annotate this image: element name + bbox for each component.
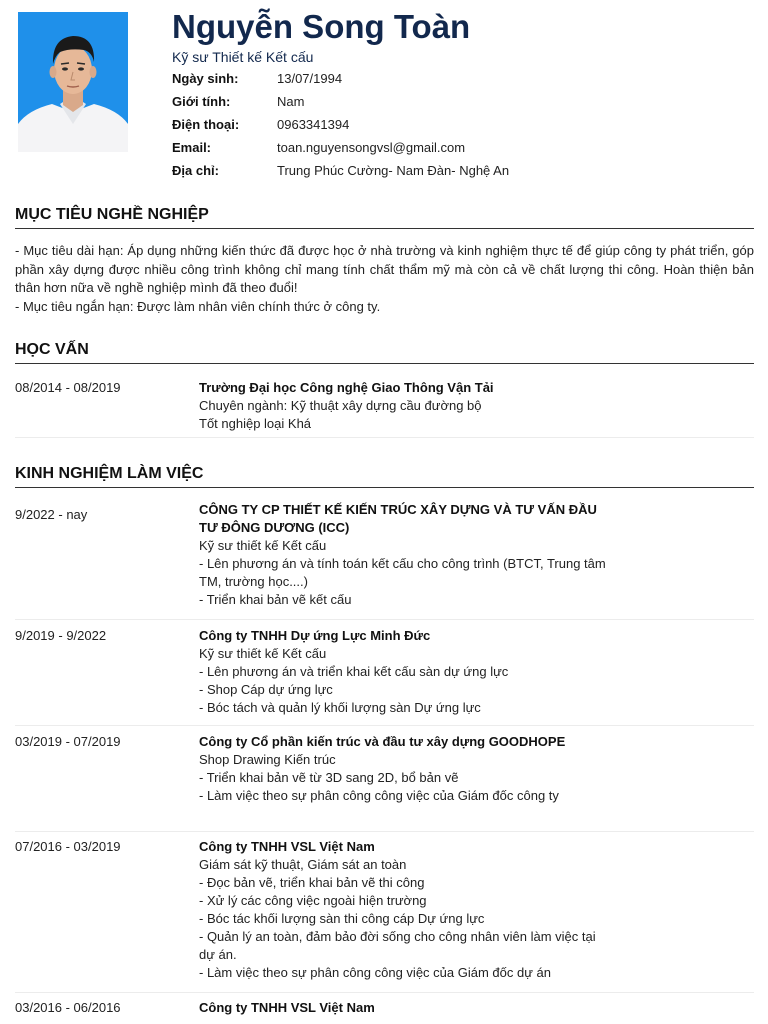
experience-line: - Bóc tác khối lượng sàn thi công cáp Dự ứng lực [199,911,485,926]
company-name: CÔNG TY CP THIẾT KẾ KIẾN TRÚC XÂY DỰNG VÀ TƯ VẤN ĐẦU TƯ ĐÔNG DƯƠNG (ICC) [199,502,597,535]
objective-heading: MỤC TIÊU NGHỀ NGHIỆP [15,206,754,229]
detail-label: Địa chỉ: [172,163,219,178]
detail-label: Ngày sinh: [172,71,239,86]
experience-line: - Lên phương án và tính toán kết cấu cho công trình (BTCT, Trung tâm TM, trường học....) [199,556,606,589]
detail-row-birthdate [172,67,752,90]
experience-date: 9/2022 - nay [15,507,88,522]
company-name: Công ty Cổ phần kiến trúc và đầu tư xây dựng GOODHOPE [199,734,566,749]
experience-date: 03/2019 - 07/2019 [15,734,121,749]
company-name: Công ty TNHH VSL Việt Nam [199,1000,375,1015]
education-details [199,379,629,437]
experience-details [199,999,609,1024]
experience-entry [15,838,754,993]
education-entry [15,379,754,438]
experience-date: 03/2016 - 06/2016 [15,1000,121,1015]
experience-line: - Đọc bản vẽ, triển khai bản vẽ thi công [199,875,425,890]
experience-line: Kỹ sư thiết kế Kết cấu [199,538,327,553]
objective-long-term: - Mục tiêu dài hạn: Áp dụng những kiến thức đã được học ở nhà trường và kinh nghiệm thực tế để giúp công ty phát triển, góp phần xây dựng được nhiều công trình không chỉ mang tính chất thẩm mỹ mà còn cả về chất lượng thi công. Hoàn thiện bản thân hơn nữa về nghề nghiệp mình đã theo đuổi! [15,243,754,295]
experience-entry [15,501,754,620]
profile-photo [18,12,128,152]
experience-line: - Làm việc theo sự phân công công việc của Giám đốc dự án [199,965,551,980]
experience-entry [15,733,754,832]
candidate-name: Nguyễn Song Toàn [172,8,471,45]
experience-line: Giám sát kỹ thuật, Giám sát an toàn [199,857,407,872]
detail-value: 0963341394 [277,117,350,132]
experience-line: - Bóc tách và quản lý khối lượng sàn Dự ứng lực [199,700,481,715]
objective-short-term: - Mục tiêu ngắn hạn: Được làm nhân viên chính thức ở công ty. [15,298,381,314]
education-date: 08/2014 - 08/2019 [15,380,121,395]
detail-label: Giới tính: [172,94,231,109]
education-line: Tốt nghiệp loại Khá [199,416,312,431]
company-name: Công ty TNHH VSL Việt Nam [199,839,375,854]
experience-heading: KINH NGHIỆM LÀM VIỆC [15,465,754,488]
school-name: Trường Đại học Công nghệ Giao Thông Vận Tải [199,380,494,395]
experience-details [199,838,609,992]
experience-line: - Triển khai bản vẽ từ 3D sang 2D, bổ bản vẽ [199,770,459,785]
experience-line: Shop Drawing Kiến trúc [199,752,336,767]
education-heading: HỌC VẤN [15,341,754,364]
experience-date: 9/2019 - 9/2022 [15,628,107,643]
detail-row-email [172,136,752,159]
candidate-title: Kỹ sư Thiết kế Kết cấu [172,49,314,65]
experience-line: - Triển khai bản vẽ kết cấu [199,592,352,607]
experience-details [199,627,609,725]
experience-line: - Shop Cáp dự ứng lực [199,682,333,697]
company-name: Công ty TNHH Dự ứng Lực Minh Đức [199,628,431,643]
detail-label: Email: [172,140,212,155]
experience-line: - Xử lý các công việc ngoài hiện trường [199,893,427,908]
experience-date: 07/2016 - 03/2019 [15,839,121,854]
avatar-illustration [18,12,128,152]
experience-entry [15,999,754,1024]
detail-label: Điện thoại: [172,117,240,132]
experience-details [199,501,609,619]
experience-line: - Lên phương án và triển khai kết cấu sàn dự ứng lực [199,664,509,679]
detail-value: Trung Phúc Cường- Nam Đàn- Nghệ An [277,163,510,178]
objective-text [15,242,754,316]
detail-row-phone [172,113,752,136]
experience-details [199,733,609,831]
personal-details [172,67,752,182]
experience-line: - Quản lý an toàn, đảm bảo đời sống cho công nhân viên làm việc tại dự án. [199,929,596,962]
detail-value: 13/07/1994 [277,71,343,86]
experience-line: Kỹ sư thiết kế Kết cấu [199,646,327,661]
detail-value: toan.nguyensongvsl@gmail.com [277,140,466,155]
detail-value: Nam [277,94,305,109]
experience-line: - Làm việc theo sự phân công công việc của Giám đốc công ty [199,788,559,803]
detail-row-address [172,159,752,182]
profile-header [172,6,752,182]
experience-entry [15,627,754,726]
education-line: Chuyên ngành: Kỹ thuật xây dựng cầu đường bộ [199,398,482,413]
detail-row-gender [172,90,752,113]
